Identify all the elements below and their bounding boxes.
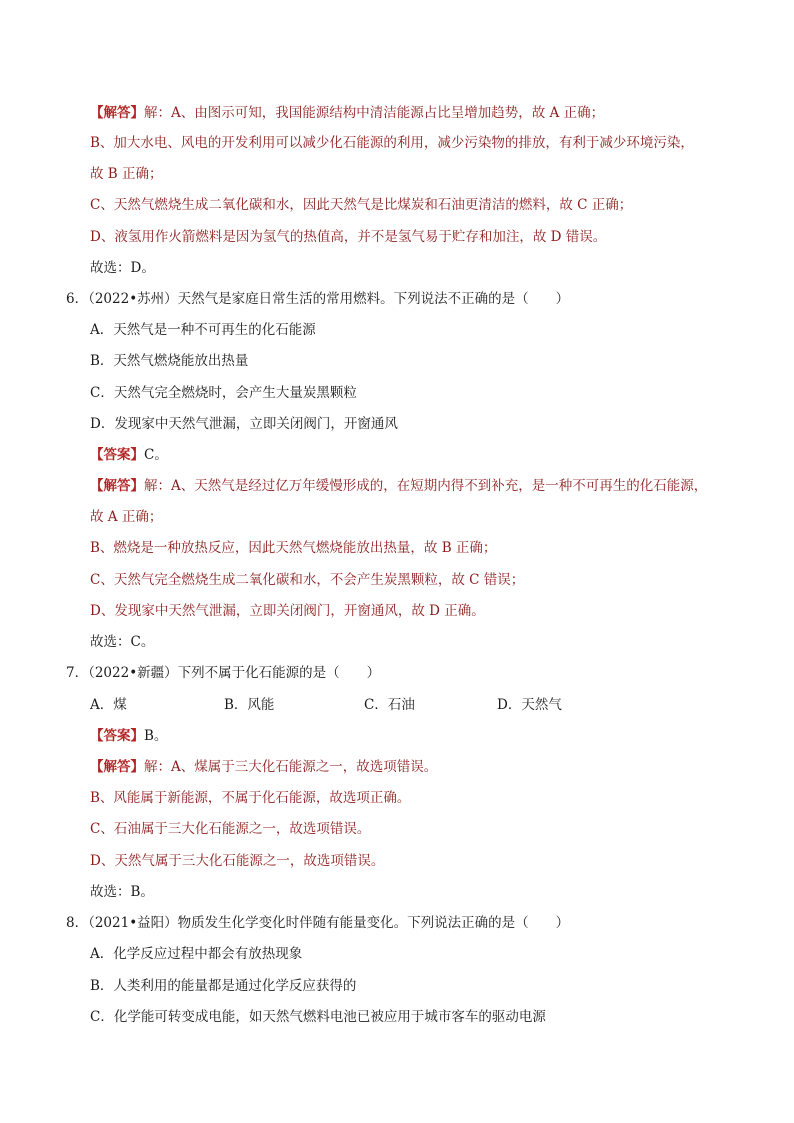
q6-option-b: B．天然气燃烧能放出热量 xyxy=(90,353,249,369)
q7-choose: 故选：B。 xyxy=(90,884,154,900)
q7-solution-a: 【解答】解：A、煤属于三大化石能源之一，故选项错误。 xyxy=(90,759,438,775)
q5-solution-b2: 故 B 正确； xyxy=(90,166,163,182)
q6-choose: 故选：C。 xyxy=(90,634,155,650)
q6-option-a: A．天然气是一种不可再生的化石能源 xyxy=(90,322,316,338)
q5-solution-c: C、天然气燃烧生成二氧化碳和水，因此天然气是比煤炭和石油更清洁的燃料，故 C 正确； xyxy=(90,197,633,213)
q7-option-b: B．风能 xyxy=(224,697,275,713)
solution-tag: 【解答】 xyxy=(90,105,144,121)
answer-tag: 【答案】 xyxy=(90,447,144,463)
q5-choose: 故选：D。 xyxy=(90,260,155,276)
q5-solution-a: 【解答】解：A、由图示可知，我国能源结构中清洁能源占比呈增加趋势，故 A 正确； xyxy=(90,105,605,121)
q6-solution-a1: 【解答】解：A、天然气是经过亿万年缓慢形成的，在短期内得不到补充，是一种不可再生的化石能源， xyxy=(90,478,708,494)
q7-option-a: A．煤 xyxy=(90,697,127,713)
solution-tag: 【解答】 xyxy=(90,478,144,494)
q6-question: 6．（2022•苏州）天然气是家庭日常生活的常用燃料。下列说法不正确的是（ ） xyxy=(66,291,570,307)
solution-tag: 【解答】 xyxy=(90,759,144,775)
q7-option-c: C．石油 xyxy=(364,697,415,713)
q8-question: 8．（2021•益阳）物质发生化学变化时伴随有能量变化。下列说法正确的是（ ） xyxy=(66,915,570,931)
q6-solution-b: B、燃烧是一种放热反应，因此天然气燃烧能放出热量，故 B 正确； xyxy=(90,540,497,556)
q7-answer: 【答案】B。 xyxy=(90,728,168,744)
q7-question: 7．（2022•新疆）下列不属于化石能源的是（ ） xyxy=(66,665,381,681)
q8-option-b: B．人类利用的能量都是通过化学反应获得的 xyxy=(90,978,357,994)
q6-solution-c: C、天然气完全燃烧生成二氧化碳和水，不会产生炭黑颗粒，故 C 错误； xyxy=(90,572,525,588)
q7-solution-c: C、石油属于三大化石能源之一，故选项错误。 xyxy=(90,821,371,837)
q6-option-c: C．天然气完全燃烧时，会产生大量炭黑颗粒 xyxy=(90,385,357,401)
q7-option-d: D．天然气 xyxy=(497,697,562,713)
q7-solution-b: B、风能属于新能源，不属于化石能源，故选项正确。 xyxy=(90,790,411,806)
q6-solution-a2: 故 A 正确； xyxy=(90,509,163,525)
q8-option-c: C．化学能可转变成电能，如天然气燃料电池已被应用于城市客车的驱动电源 xyxy=(90,1009,546,1025)
q6-answer: 【答案】C。 xyxy=(90,447,168,463)
answer-tag: 【答案】 xyxy=(90,728,144,744)
q6-option-d: D．发现家中天然气泄漏，立即关闭阀门，开窗通风 xyxy=(90,416,398,432)
q5-solution-d: D、液氢用作火箭燃料是因为氢气的热值高，并不是氢气易于贮存和加注，故 D 错误。 xyxy=(90,229,607,245)
q8-option-a: A．化学反应过程中都会有放热现象 xyxy=(90,946,303,962)
q6-solution-d: D、发现家中天然气泄漏，立即关闭阀门，开窗通风，故 D 正确。 xyxy=(90,603,485,619)
q7-solution-d: D、天然气属于三大化石能源之一，故选项错误。 xyxy=(90,853,385,869)
q5-solution-b1: B、加大水电、风电的开发利用可以减少化石能源的利用，减少污染物的排放，有利于减少环境污染， xyxy=(90,135,694,151)
